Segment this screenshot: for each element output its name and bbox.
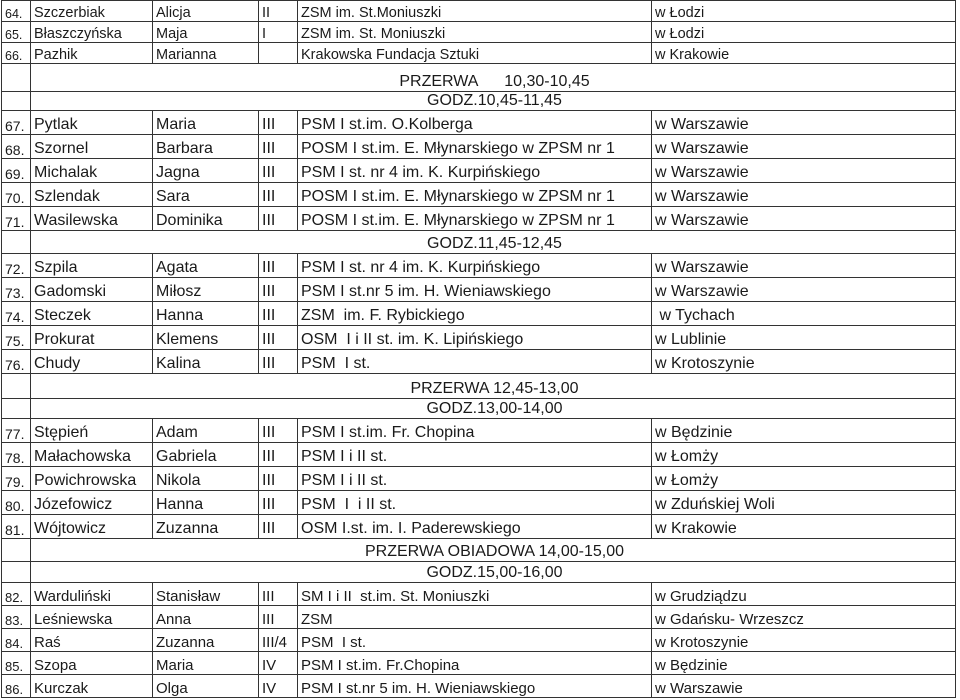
time-banner-text: GODZ.13,00-14,00 [426,400,563,418]
city-cell: w Warszawie [652,135,956,159]
row-number: 67. [2,111,31,135]
first-name-cell: Nikola [153,467,259,491]
school-cell: ZSM im. St. Moniuszki [298,22,652,43]
surname-cell: Kurczak [31,675,153,698]
school-cell: PSM I st.im. Fr. Chopina [298,419,652,443]
school-cell: PSM I i II st. [298,443,652,467]
time-banner [31,64,956,92]
school-cell: SM I i II st.im. St. Moniuszki [298,583,652,606]
city-cell: w Lublinie [652,326,956,350]
first-name-cell: Agata [153,254,259,278]
first-name-cell: Sara [153,183,259,207]
surname-cell: Szpila [31,254,153,278]
row-number: 82. [2,583,31,606]
class-cell: III [259,606,298,629]
city-cell: w Łomży [652,443,956,467]
first-name-cell: Gabriela [153,443,259,467]
table-row [2,111,956,135]
class-cell: III [259,111,298,135]
first-name-cell: Anna [153,606,259,629]
table-row [2,326,956,350]
table-row [2,207,956,231]
table-row [2,467,956,491]
row-number: 68. [2,135,31,159]
first-name-cell: Hanna [153,302,259,326]
city-cell: w Grudziądzu [652,583,956,606]
table-row [2,515,956,539]
school-cell: PSM I st. nr 4 im. K. Kurpińskiego [298,159,652,183]
table-row [2,159,956,183]
school-cell: ZSM im. F. Rybickiego [298,302,652,326]
table-row [2,135,956,159]
surname-cell: Steczek [31,302,153,326]
surname-cell: Gadomski [31,278,153,302]
city-cell: w Krotoszynie [652,629,956,652]
row-number: 66. [2,43,31,64]
surname-cell: Powichrowska [31,467,153,491]
class-cell: III [259,467,298,491]
first-name-cell: Klemens [153,326,259,350]
school-cell: OSM I i II st. im. K. Lipińskiego [298,326,652,350]
city-cell: w Łodzi [652,1,956,22]
first-name-cell: Maja [153,22,259,43]
surname-cell: Michalak [31,159,153,183]
city-cell: w Zduńskiej Woli [652,491,956,515]
surname-cell: Wasilewska [31,207,153,231]
class-cell: III/4 [259,629,298,652]
first-name-cell: Maria [153,652,259,675]
class-cell: I [259,22,298,43]
surname-cell: Małachowska [31,443,153,467]
surname-cell: Prokurat [31,326,153,350]
table-row [2,22,956,43]
row-number: 65. [2,22,31,43]
row-number: 86. [2,675,31,698]
row-number: 84. [2,629,31,652]
class-cell [259,43,298,64]
table-row [2,606,956,629]
row-number: 73. [2,278,31,302]
table-row [2,443,956,467]
row-number: 64. [2,1,31,22]
school-cell: PSM I st.nr 5 im. H. Wieniawskiego [298,278,652,302]
time-banner [31,231,956,254]
first-name-cell: Dominika [153,207,259,231]
time-banner-row [2,399,956,419]
row-number: 83. [2,606,31,629]
surname-cell: Pazhik [31,43,153,64]
table-row [2,278,956,302]
surname-cell: Warduliński [31,583,153,606]
first-name-cell: Olga [153,675,259,698]
table-row [2,652,956,675]
row-number: 76. [2,350,31,374]
row-number: 85. [2,652,31,675]
city-cell: w Warszawie [652,111,956,135]
class-cell: III [259,207,298,231]
banner-empty-cell [2,399,31,419]
class-cell: III [259,350,298,374]
banner-empty-cell [2,64,31,92]
city-cell: w Warszawie [652,675,956,698]
first-name-cell: Marianna [153,43,259,64]
city-cell: w Warszawie [652,207,956,231]
city-cell: w Będzinie [652,419,956,443]
time-banner [31,539,956,562]
class-cell: III [259,419,298,443]
time-banner-row [2,92,956,111]
time-banner-row [2,539,956,562]
class-cell: III [259,443,298,467]
city-cell: w Tychach [652,302,956,326]
schedule-table [1,0,956,698]
class-cell: IV [259,675,298,698]
row-number: 81. [2,515,31,539]
first-name-cell: Adam [153,419,259,443]
class-cell: IV [259,652,298,675]
school-cell: PSM I i II st. [298,467,652,491]
class-cell: III [259,183,298,207]
surname-cell: Szopa [31,652,153,675]
city-cell: w Będzinie [652,652,956,675]
banner-empty-cell [2,231,31,254]
school-cell: POSM I st.im. E. Młynarskiego w ZPSM nr 1 [298,183,652,207]
surname-cell: Szornel [31,135,153,159]
first-name-cell: Maria [153,111,259,135]
time-banner-text: PRZERWA OBIADOWA 14,00-15,00 [364,543,625,561]
row-number: 80. [2,491,31,515]
first-name-cell: Zuzanna [153,629,259,652]
surname-cell: Józefowicz [31,491,153,515]
table-row [2,302,956,326]
time-banner-row [2,231,956,254]
class-cell: III [259,278,298,302]
class-cell: III [259,515,298,539]
school-cell: POSM I st.im. E. Młynarskiego w ZPSM nr 1 [298,135,652,159]
table-row [2,254,956,278]
class-cell: II [259,1,298,22]
time-banner-text: PRZERWA 10,30-10,45 [399,73,590,91]
class-cell: III [259,491,298,515]
table-row [2,43,956,64]
row-number: 75. [2,326,31,350]
city-cell: w Gdańsku- Wrzeszcz [652,606,956,629]
city-cell: w Krakowie [652,43,956,64]
first-name-cell: Stanisław [153,583,259,606]
time-banner-text: GODZ.10,45-11,45 [427,92,562,110]
first-name-cell: Miłosz [153,278,259,302]
table-row [2,183,956,207]
city-cell: w Krakowie [652,515,956,539]
class-cell: III [259,254,298,278]
school-cell: PSM I st. nr 4 im. K. Kurpińskiego [298,254,652,278]
city-cell: w Warszawie [652,278,956,302]
table-row [2,629,956,652]
school-cell: PSM I i II st. [298,491,652,515]
school-cell: PSM I st.im. O.Kolberga [298,111,652,135]
city-cell: w Warszawie [652,254,956,278]
school-cell: Krakowska Fundacja Sztuki [298,43,652,64]
time-banner [31,399,956,419]
row-number: 78. [2,443,31,467]
banner-empty-cell [2,374,31,399]
first-name-cell: Hanna [153,491,259,515]
school-cell: POSM I st.im. E. Młynarskiego w ZPSM nr 1 [298,207,652,231]
table-row [2,419,956,443]
school-cell: PSM I st.nr 5 im. H. Wieniawskiego [298,675,652,698]
table-row [2,350,956,374]
surname-cell: Błaszczyńska [31,22,153,43]
first-name-cell: Jagna [153,159,259,183]
surname-cell: Szczerbiak [31,1,153,22]
time-banner-row [2,562,956,583]
school-cell: ZSM [298,606,652,629]
table-row [2,675,956,698]
time-banner [31,92,956,111]
city-cell: w Warszawie [652,183,956,207]
time-banner [31,562,956,583]
surname-cell: Szlendak [31,183,153,207]
city-cell: w Krotoszynie [652,350,956,374]
time-banner [31,374,956,399]
row-number: 70. [2,183,31,207]
surname-cell: Wójtowicz [31,515,153,539]
city-cell: w Łomży [652,467,956,491]
schedule-body [2,1,956,698]
row-number: 77. [2,419,31,443]
table-row [2,491,956,515]
table-row [2,583,956,606]
school-cell: OSM I.st. im. I. Paderewskiego [298,515,652,539]
surname-cell: Leśniewska [31,606,153,629]
class-cell: III [259,302,298,326]
school-cell: PSM I st. [298,350,652,374]
time-banner-text: GODZ.15,00-16,00 [426,564,563,582]
first-name-cell: Barbara [153,135,259,159]
banner-empty-cell [2,562,31,583]
banner-empty-cell [2,92,31,111]
row-number: 72. [2,254,31,278]
class-cell: III [259,326,298,350]
row-number: 79. [2,467,31,491]
time-banner-row [2,374,956,399]
first-name-cell: Zuzanna [153,515,259,539]
row-number: 69. [2,159,31,183]
time-banner-text: GODZ.11,45-12,45 [427,235,562,253]
school-cell: PSM I st.im. Fr.Chopina [298,652,652,675]
surname-cell: Stępień [31,419,153,443]
class-cell: III [259,135,298,159]
time-banner-row [2,64,956,92]
first-name-cell: Kalina [153,350,259,374]
surname-cell: Pytlak [31,111,153,135]
class-cell: III [259,159,298,183]
city-cell: w Łodzi [652,22,956,43]
banner-empty-cell [2,539,31,562]
row-number: 74. [2,302,31,326]
surname-cell: Raś [31,629,153,652]
class-cell: III [259,583,298,606]
first-name-cell: Alicja [153,1,259,22]
city-cell: w Warszawie [652,159,956,183]
school-cell: PSM I st. [298,629,652,652]
surname-cell: Chudy [31,350,153,374]
table-row [2,1,956,22]
time-banner-text: PRZERWA 12,45-13,00 [410,380,579,398]
school-cell: ZSM im. St.Moniuszki [298,1,652,22]
row-number: 71. [2,207,31,231]
